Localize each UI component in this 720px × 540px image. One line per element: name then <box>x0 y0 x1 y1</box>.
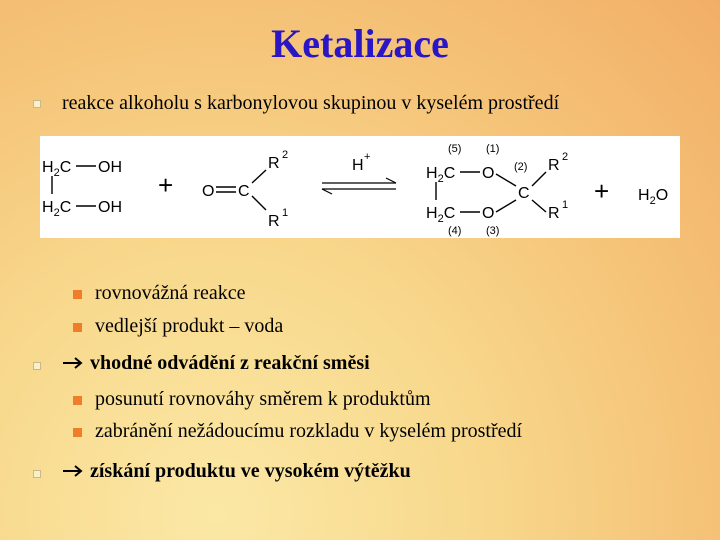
svg-text:+: + <box>364 151 371 163</box>
point-shift: posunutí rovnováhy směrem k produktům <box>95 388 431 410</box>
point-equilibrium: rovnovážná reakce <box>95 282 246 304</box>
arrow-right-icon <box>62 356 84 370</box>
svg-text:C: C <box>238 183 250 200</box>
reaction-scheme <box>40 136 680 238</box>
svg-text:1: 1 <box>282 207 289 219</box>
svg-text:2: 2 <box>562 151 569 163</box>
point-yield <box>62 460 411 483</box>
svg-text:H2O: $H_2O$ <box>638 187 669 207</box>
bullet-icon <box>33 362 41 370</box>
svg-text:(1): (1) <box>486 143 500 155</box>
svg-text:2: 2 <box>282 149 289 161</box>
svg-text:R: R <box>268 155 280 172</box>
bullet-icon <box>33 100 41 108</box>
svg-text:H2C: $H_2C$ <box>426 205 456 225</box>
bullet-icon <box>73 428 82 437</box>
svg-text:C: C <box>518 185 530 202</box>
point-prevention: zabránění nežádoucímu rozkladu v kyselém prostředí <box>95 420 523 442</box>
intro-text: reakce alkoholu s karbonylovou skupinou v kyselém prostředí <box>62 92 560 114</box>
point-removal-text: vhodné odvádění z reakční směsi <box>90 352 370 374</box>
slide-title: Ketalizace <box>271 21 449 66</box>
svg-text:O: O <box>202 183 215 200</box>
arrow-right-icon <box>62 464 84 478</box>
svg-text:H2C: $H_2C$ <box>42 199 72 219</box>
svg-text:OH: OH <box>98 199 122 216</box>
svg-text:+: + <box>594 176 610 206</box>
svg-text:O: O <box>482 205 495 222</box>
bullet-icon <box>73 290 82 299</box>
bullet-icon <box>33 470 41 478</box>
svg-text:R: R <box>268 213 280 230</box>
plus-sign: + <box>158 170 174 200</box>
svg-text:H2C: $H_2C$ <box>42 159 72 179</box>
svg-text:1: 1 <box>562 199 569 211</box>
svg-text:(2): (2) <box>514 161 528 173</box>
svg-text:OH: OH <box>98 159 122 176</box>
point-yield-text: získání produktu ve vysokém výtěžku <box>90 460 411 482</box>
point-removal <box>62 352 370 375</box>
svg-text:O: O <box>482 165 495 182</box>
point-byproduct: vedlejší produkt – voda <box>95 315 284 337</box>
svg-text:(5): (5) <box>448 143 462 155</box>
svg-text:(3): (3) <box>486 225 500 237</box>
svg-text:R: R <box>548 205 560 222</box>
bullet-icon <box>73 396 82 405</box>
svg-text:(4): (4) <box>448 225 462 237</box>
svg-text:H2C: $H_2C$ <box>426 165 456 185</box>
svg-text:H: H <box>352 157 364 174</box>
bullet-icon <box>73 323 82 332</box>
svg-text:R: R <box>548 157 560 174</box>
